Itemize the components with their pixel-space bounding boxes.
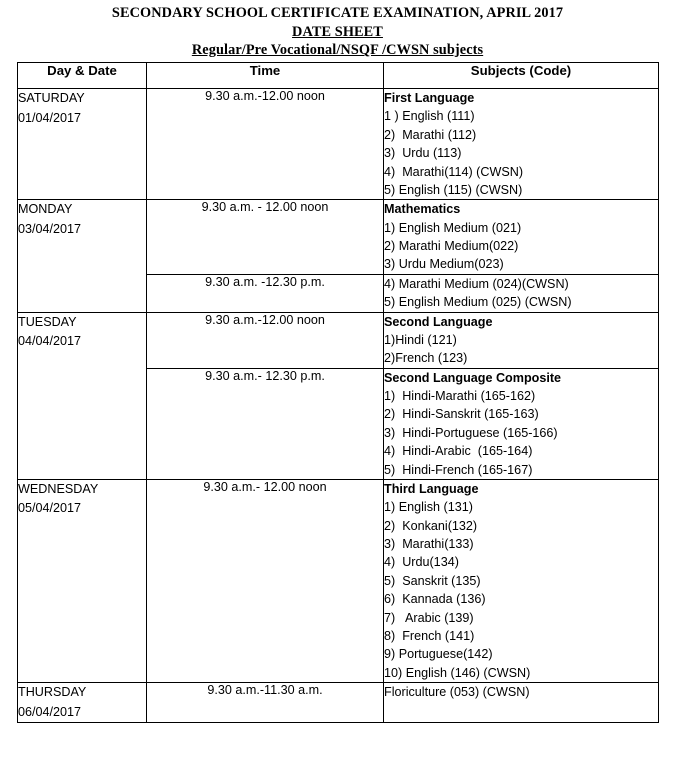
exam-time-cell: 9.30 a.m. - 12.00 noon: [147, 200, 384, 275]
exam-time-cell: 9.30 a.m.-12.00 noon: [147, 312, 384, 368]
subject-item: 1 ) English (111): [384, 109, 475, 124]
exam-title: SECONDARY SCHOOL CERTIFICATE EXAMINATION, APRIL 2017: [111, 5, 564, 21]
subject-item: 5) English Medium (025) (CWSN): [384, 295, 572, 310]
day-date-cell: [18, 479, 147, 682]
subject-item: 3) Marathi(133): [384, 537, 474, 551]
exam-time-cell: 9.30 a.m.-11.30 a.m.: [147, 683, 384, 723]
subject-item: Floriculture (053) (CWSN): [384, 685, 530, 699]
day-of-week: MONDAY: [18, 202, 73, 217]
column-header-day: Day & Date: [18, 63, 147, 89]
exam-date: 04/04/2017: [18, 334, 82, 349]
day-date-cell: [18, 200, 147, 312]
subject-group-title: Mathematics: [384, 202, 461, 217]
table-row: [18, 312, 659, 368]
column-header-time: Time: [147, 63, 384, 89]
day-date-cell: [18, 683, 147, 723]
header-row: [18, 63, 659, 89]
subject-item: 4) Marathi Medium (024)(CWSN): [384, 276, 569, 291]
subject-item: 3) Urdu (113): [384, 146, 462, 161]
subject-group-title: Third Language: [384, 481, 479, 496]
subject-item: 5) Hindi-French (165-167): [384, 462, 533, 477]
subject-item: 10) English (146) (CWSN): [384, 665, 531, 680]
subject-item: 2)French (123): [384, 351, 468, 366]
exam-time-cell: 9.30 a.m.- 12.30 p.m.: [147, 368, 384, 479]
subject-item: 6) Kannada (136): [384, 592, 486, 607]
document-scope: [0, 41, 675, 60]
subjects-cell: [384, 274, 659, 312]
column-header-subjects: Subjects (Code): [384, 63, 659, 89]
date-sheet-table: [17, 62, 659, 723]
table-body: [18, 89, 659, 723]
subject-item: 1) English Medium (021): [384, 220, 522, 235]
exam-date: 06/04/2017: [18, 704, 82, 719]
subject-item: 2) Konkani(132): [384, 518, 478, 533]
subjects-cell: [384, 89, 659, 200]
day-of-week: SATURDAY: [18, 91, 85, 105]
subject-item: 4) Marathi(114) (CWSN): [384, 164, 524, 179]
subject-group-title: Second Language Composite: [384, 370, 562, 385]
subjects-cell: [384, 368, 659, 479]
subject-item: 2) Marathi (112): [384, 127, 477, 142]
date-sheet-label: DATE SHEET: [292, 23, 383, 40]
day-of-week: TUESDAY: [18, 314, 77, 329]
exam-date: 01/04/2017: [18, 110, 82, 125]
scope-label: Regular/Pre Vocational/NSQF /CWSN subjects: [191, 42, 484, 59]
subject-item: 9) Portuguese(142): [384, 647, 493, 662]
subject-item: 3) Hindi-Portuguese (165-166): [384, 425, 558, 440]
table-row: [18, 89, 659, 200]
table-row: [18, 479, 659, 682]
subjects-cell: [384, 683, 659, 723]
day-date-cell: [18, 312, 147, 479]
exam-time-cell: 9.30 a.m. -12.30 p.m.: [147, 274, 384, 312]
day-of-week: WEDNESDAY: [18, 481, 99, 496]
subject-item: 5) English (115) (CWSN): [384, 182, 523, 197]
subject-item: 4) Hindi-Arabic (165-164): [384, 444, 533, 459]
document-heading: [0, 0, 675, 60]
subject-item: 1) English (131): [384, 500, 473, 515]
subjects-cell: [384, 312, 659, 368]
table-row: [18, 683, 659, 723]
subject-item: 5) Sanskrit (135): [384, 573, 481, 588]
exam-time-cell: 9.30 a.m.- 12.00 noon: [147, 479, 384, 682]
subject-item: 2) Hindi-Sanskrit (165-163): [384, 407, 539, 422]
exam-date: 05/04/2017: [18, 501, 82, 516]
subject-item: 1) Hindi-Marathi (165-162): [384, 389, 536, 403]
subject-item: 8) French (141): [384, 628, 475, 643]
table-row: [18, 200, 659, 275]
subject-group-title: First Language: [384, 91, 475, 105]
day-date-cell: [18, 89, 147, 200]
document-subtitle: [0, 23, 675, 42]
subject-group-title: Second Language: [384, 314, 493, 329]
subject-item: 2) Marathi Medium(022): [384, 239, 519, 253]
day-of-week: THURSDAY: [18, 685, 87, 699]
subjects-cell: [384, 200, 659, 275]
subject-item: 1)Hindi (121): [384, 332, 457, 347]
exam-date: 03/04/2017: [18, 221, 82, 236]
subjects-cell: [384, 479, 659, 682]
exam-time-cell: 9.30 a.m.-12.00 noon: [147, 89, 384, 200]
table-header: [18, 63, 659, 89]
date-sheet-table-container: [17, 62, 658, 723]
subject-item: 4) Urdu(134): [384, 555, 459, 570]
subject-item: 7) Arabic (139): [384, 610, 474, 625]
subject-item: 3) Urdu Medium(023): [384, 257, 504, 272]
